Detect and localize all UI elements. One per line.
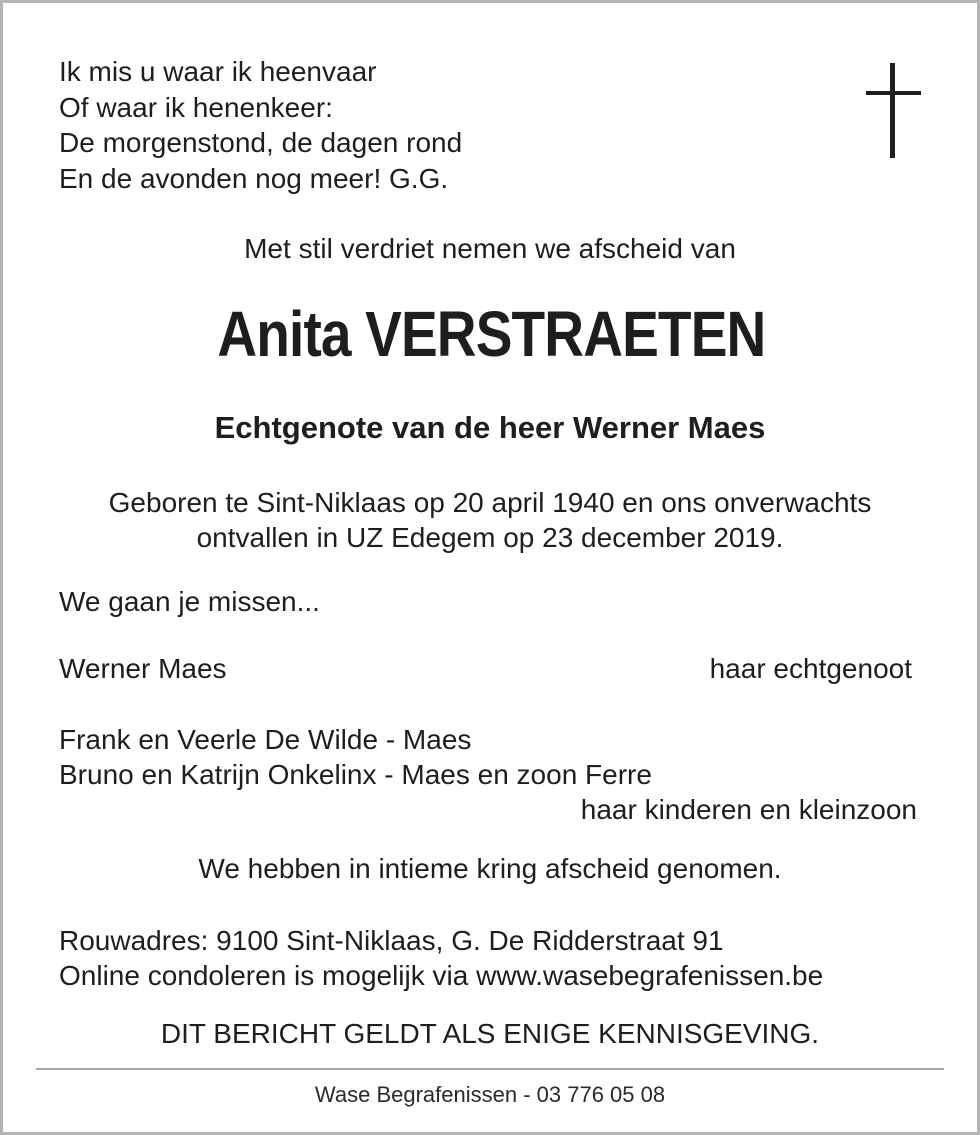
- birth-death-text: [0, 485, 980, 555]
- spouse-line: Echtgenote van de heer Werner Maes: [214, 410, 766, 445]
- cross-vertical-bar: [890, 63, 895, 158]
- death-line: ontvallen in UZ Edegem op 23 december 2019.: [196, 522, 784, 553]
- husband-name: Werner Maes: [59, 653, 227, 684]
- poem-line: Ik mis u waar ik heenvaar: [59, 56, 377, 87]
- intro-text: Met stil verdriet nemen we afscheid van: [244, 233, 736, 264]
- deceased-name: Anita VERSTRAETEN: [217, 298, 766, 370]
- online-condolence: Online condoleren is mogelijk via www.wasebegrafenissen.be: [59, 960, 824, 991]
- footer-funeral-home: Wase Begrafenissen - 03 776 05 08: [314, 1082, 666, 1107]
- husband-relation: haar echtgenoot: [709, 653, 912, 684]
- poem-line: Of waar ik henenkeer:: [59, 91, 333, 123]
- cross-horizontal-bar: [866, 91, 921, 95]
- poem-line: De morgenstond, de dagen rond: [59, 127, 463, 158]
- children-line: Frank en Veerle De Wilde - Maes: [59, 724, 472, 755]
- cross-icon: [866, 63, 921, 158]
- children-relation: haar kinderen en kleinzoon: [580, 794, 917, 825]
- divider: [36, 1068, 944, 1070]
- poem-line: En de avonden nog meer! G.G.: [59, 162, 449, 194]
- notice-text: DIT BERICHT GELDT ALS ENIGE KENNISGEVING.: [160, 1018, 820, 1049]
- farewell-text: We hebben in intieme kring afscheid genomen.: [198, 853, 782, 884]
- missing-text: We gaan je missen...: [59, 586, 320, 617]
- poem: [59, 54, 462, 196]
- birth-line: Geboren te Sint-Niklaas op 20 april 1940 en ons onverwachts: [108, 487, 872, 518]
- mourning-address: Rouwadres: 9100 Sint-Niklaas, G. De Ridderstraat 91: [59, 925, 724, 956]
- children-line: Bruno en Katrijn Onkelinx - Maes en zoon Ferre: [59, 759, 652, 790]
